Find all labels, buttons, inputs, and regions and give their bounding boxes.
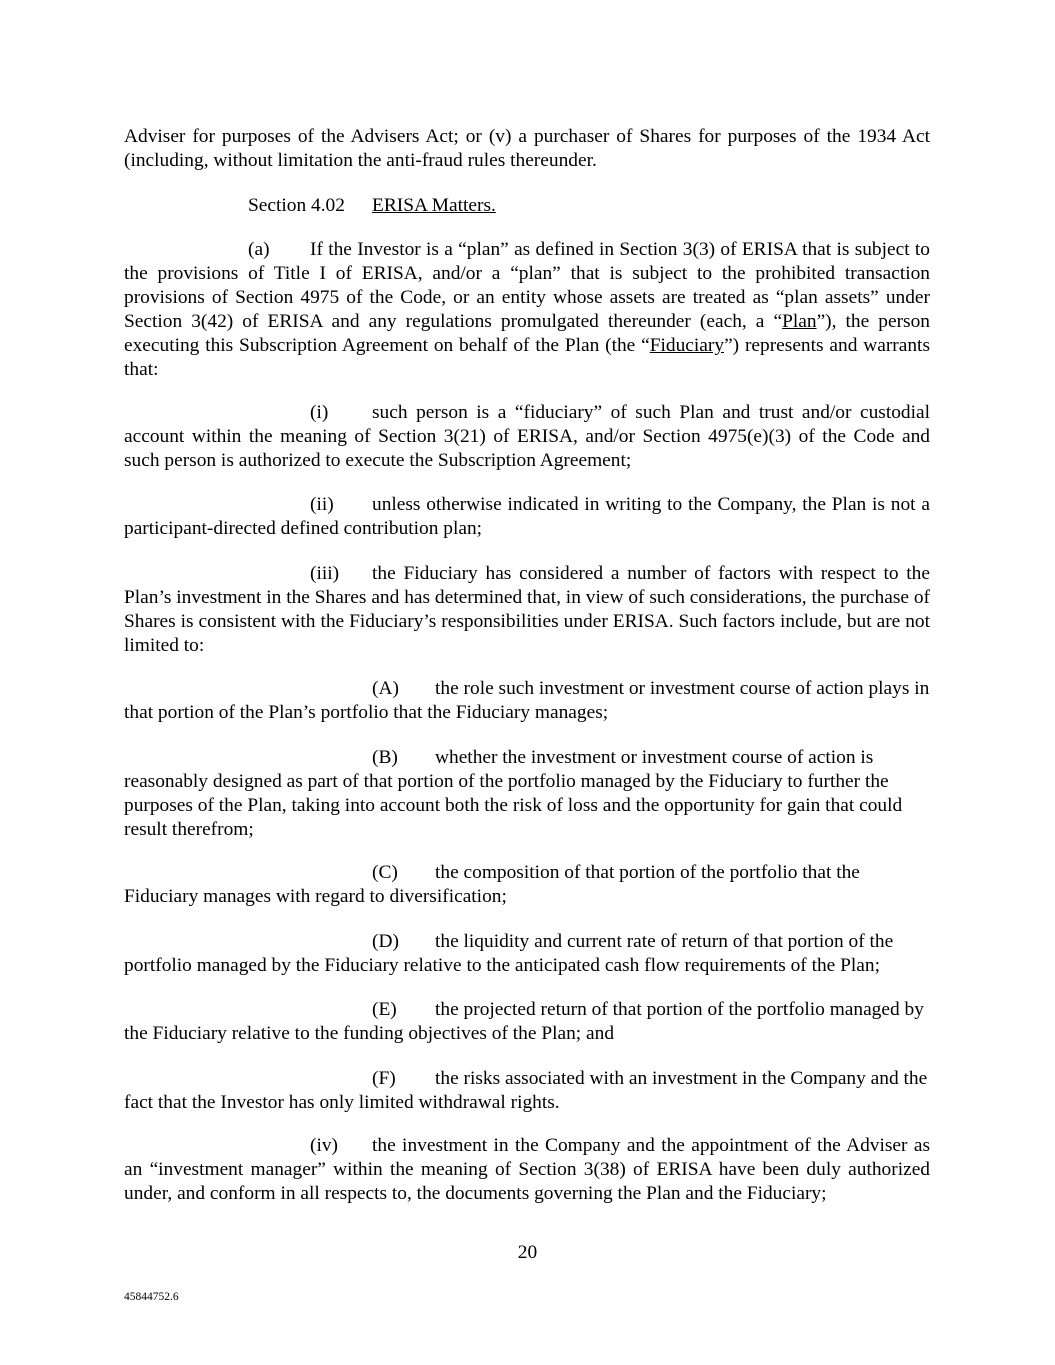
factor-label: (F) xyxy=(372,1068,396,1089)
paragraph-a-text-3: ”) represents and warrants that: xyxy=(124,335,930,380)
item-text: the Fiduciary has considered a number of factors with respect to the Plan’s investment in the Shares and has determined that, in view of such considerations, the purchase of Shares is consistent with the Fiduciary’s responsibilities under ERISA. Such factors include, but are not limited to: xyxy=(124,563,930,656)
list-item xyxy=(124,493,930,541)
factor-item xyxy=(124,746,930,842)
paragraph-a-text-1: If the Investor is a “plan” as defined in Section 3(3) of ERISA that is subject to the provisions of Title I of ERISA, and/or a “plan” that is subject to the prohibited transaction provisions of Section 4975 of the Code, or an entity whose assets are treated as “plan assets” under Section 3(42) of ERISA and any regulations promulgated thereunder (each, a “ xyxy=(124,239,930,332)
list-item xyxy=(124,562,930,658)
carryover-paragraph: Adviser for purposes of the Advisers Act; or (v) a purchaser of Shares for purposes of the 1934 Act (including, without limitation the anti-fraud rules thereunder. xyxy=(124,126,930,171)
list-item xyxy=(124,1134,930,1206)
document-id: 45844752.6 xyxy=(124,1291,179,1303)
factor-text: the risks associated with an investment in the Company and the fact that the Investor has only limited withdrawal rights. xyxy=(124,1068,928,1113)
section-number: Section 4.02 xyxy=(248,195,345,216)
factor-text: the liquidity and current rate of return of that portion of the portfolio managed by the Fiduciary relative to the anticipated cash flow requirements of the Plan; xyxy=(124,931,894,976)
factor-item xyxy=(124,930,930,978)
factor-item xyxy=(124,1067,930,1115)
factor-text: whether the investment or investment course of action is reasonably designed as part of that portion of the portfolio managed by the Fiduciary to further the purposes of the Plan, taking into account both the risk of loss and the opportunity for gain that could result therefrom; xyxy=(124,747,903,840)
item-text: such person is a “fiduciary” of such Plan and trust and/or custodial account within the meaning of Section 3(21) of ERISA, and/or Section 4975(e)(3) of the Code and such person is authorized to execute the Subscription Agreement; xyxy=(124,402,930,471)
factor-text: the role such investment or investment course of action plays in that portion of the Plan’s portfolio that the Fiduciary manages; xyxy=(124,678,930,723)
defined-term-fiduciary: Fiduciary xyxy=(649,335,725,356)
paragraph-a-label: (a) xyxy=(248,239,270,260)
factor-label: (C) xyxy=(372,862,398,883)
page-number: 20 xyxy=(517,1242,538,1263)
section-title: ERISA Matters. xyxy=(372,195,496,216)
factor-label: (E) xyxy=(372,999,397,1020)
item-label: (iii) xyxy=(310,563,340,584)
section-heading xyxy=(124,194,930,218)
factor-text: the composition of that portion of the portfolio that the Fiduciary manages with regard to diversification; xyxy=(124,862,860,907)
factor-text: the projected return of that portion of the portfolio managed by the Fiduciary relative to the funding objectives of the Plan; and xyxy=(124,999,924,1044)
factor-item xyxy=(124,677,930,725)
factor-label: (D) xyxy=(372,931,399,952)
paragraph-a-text-2: ”), the person executing this Subscription Agreement on behalf of the Plan (the “ xyxy=(124,311,930,356)
item-label: (iv) xyxy=(310,1135,338,1156)
item-text: the investment in the Company and the appointment of the Adviser as an “investment manager” within the meaning of Section 3(38) of ERISA have been duly authorized under, and conform in all respects to, the documents governing the Plan and the Fiduciary; xyxy=(124,1135,930,1204)
factor-item xyxy=(124,861,930,909)
item-text: unless otherwise indicated in writing to the Company, the Plan is not a participant-directed defined contribution plan; xyxy=(124,494,930,539)
item-label: (ii) xyxy=(310,494,334,515)
paragraph-a xyxy=(124,238,930,382)
factor-item xyxy=(124,998,930,1046)
item-label: (i) xyxy=(310,402,329,423)
factor-label: (B) xyxy=(372,747,398,768)
defined-term-plan: Plan xyxy=(782,311,817,332)
factor-label: (A) xyxy=(372,678,399,699)
list-item xyxy=(124,401,930,473)
